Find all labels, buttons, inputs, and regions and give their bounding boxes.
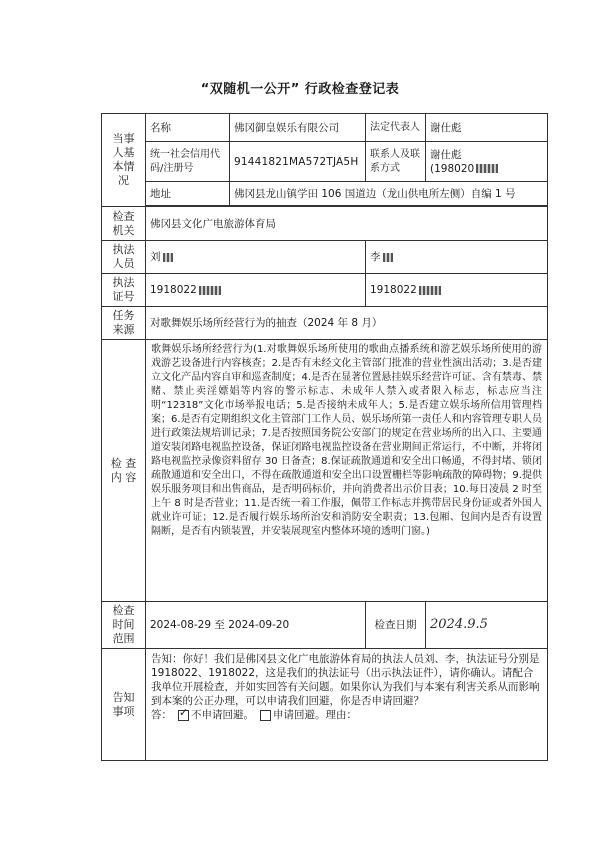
period-label: 检查 时间 范围 bbox=[102, 602, 146, 649]
period-to: 至 bbox=[214, 619, 225, 631]
credit-code-value: 91441821MA572TJA5H bbox=[230, 142, 366, 182]
notice-text: 告知：你好！我们是佛冈县文化广电旅游体育局的执法人员刘、李，执法证号分别是 1918022、1918022，这是我们的执法证号（出示执法证件），请你确认。请配合我单位开展检查，并如实回答有关问题。如果你认为我们与本案有利害关系从而影响到本案的公正办理，可以申请我们回避，你是否申请回避？ bbox=[151, 653, 540, 707]
cert1: 1918022 bbox=[146, 274, 366, 307]
content-label: 检 查 内 容 bbox=[102, 340, 146, 602]
officer1: 刘 bbox=[146, 241, 366, 274]
task-label: 任务 来源 bbox=[102, 307, 146, 340]
redacted-cert1 bbox=[199, 286, 221, 295]
option-yes: 申请回避。理由： bbox=[273, 709, 357, 721]
notice-cell bbox=[146, 649, 548, 761]
date-label: 检查日期 bbox=[366, 602, 426, 649]
agency-value: 佛冈县文化广电旅游体育局 bbox=[146, 207, 548, 241]
inspection-table bbox=[101, 113, 548, 761]
officers-label: 执法 人员 bbox=[102, 241, 146, 274]
name-label: 名称 bbox=[146, 114, 230, 142]
redacted-cert2 bbox=[419, 286, 441, 295]
legal-rep-value: 谢仕彪 bbox=[426, 114, 548, 142]
row-party-name bbox=[102, 114, 548, 142]
officer2: 李 bbox=[366, 241, 548, 274]
row-period bbox=[102, 602, 548, 649]
answer-prefix: 答： bbox=[151, 709, 172, 721]
legal-rep-label: 法定代表人 bbox=[366, 114, 426, 142]
row-content bbox=[102, 340, 548, 602]
option-no: 不申请回避。 bbox=[191, 709, 254, 721]
redacted-phone bbox=[476, 164, 498, 173]
row-officers bbox=[102, 241, 548, 274]
notice-answer bbox=[151, 708, 542, 722]
credit-code-label: 统一社会信用代码/注册号 bbox=[146, 142, 230, 182]
period-start: 2024-08-29 bbox=[150, 619, 212, 631]
notice-label: 告知 事项 bbox=[102, 649, 146, 761]
period-end: 2024-09-20 bbox=[228, 619, 290, 631]
contact-name: 谢仕彪 bbox=[430, 148, 462, 161]
contact-label: 联系人及联系方式 bbox=[366, 142, 426, 182]
agency-label: 检查 机关 bbox=[102, 207, 146, 241]
content-text: 歌舞娱乐场所经营行为(1.对歌舞娱乐场所使用的歌曲点播系统和游艺娱乐场所使用的游戏游艺设备进行内容核查；2.是否有未经文化主管部门批准的营业性演出活动；3.是否建立文化产品内容自审和巡查制度；4.是否在显著位置悬挂娱乐经营许可证、含有禁毒、禁赌、禁止卖淫嫖娼等内容的警示标志、未成年人禁入或者限入标志，标志应当注明“12318”文化市场举报电话；5.是否接纳未成年人；5.是否建立娱乐场所信用管理档案；6.是否有定期组织文化主管部门工作人员、娱乐场所第一责任人和内容管理专职人员进行政策法规培训记录；7.是否按照国务院公安部门的规定在营业场所的出入口、主要通道安装闭路电视监控设备，保证闭路电视监控设备在营业期间正常运行，不中断，并将闭路电视监控录像资料留存 30 日备查；8.保证疏散通道和安全出口畅通，不得封堵、锁闭疏散通道和安全出口，不得在疏散通道和安全出口设置栅栏等影响疏散的障碍物；9.提供娱乐服务项目和出售商品，是否明码标价，并向消费者出示价目表；10.每日凌晨 2 时至上午 8 时是否营业；11.是否统一着工作服，佩带工作标志并携带居民身份证或者外国人就业许可证；12.是否履行娱乐场所治安和消防安全职责；13.包厢、包间内是否有设置隔断，是否有内锁装置，并安装展现室内整体环境的透明门窗。) bbox=[146, 340, 548, 602]
contact-phone: (198020 bbox=[430, 162, 475, 175]
cert-label: 执法 证号 bbox=[102, 274, 146, 307]
row-certs bbox=[102, 274, 548, 307]
cert2: 1918022 bbox=[366, 274, 548, 307]
address-value: 佛冈县龙山镇学田 106 国道边（龙山供电所左侧）自编 1 号 bbox=[230, 182, 548, 206]
row-credit bbox=[102, 142, 548, 182]
contact-value bbox=[426, 142, 548, 182]
name-value: 佛冈御皇娱乐有限公司 bbox=[230, 114, 366, 142]
row-task bbox=[102, 307, 548, 340]
signed-date bbox=[426, 602, 548, 649]
redacted-officer2 bbox=[383, 253, 393, 262]
task-value: 对歌舞娱乐场所经营行为的抽查（2024 年 8 月） bbox=[146, 307, 548, 340]
party-section-label: 当事 人基 本情 况 bbox=[102, 114, 146, 207]
handwritten-date: 2024.9.5 bbox=[430, 617, 488, 632]
no-recusal-checkbox[interactable] bbox=[178, 710, 189, 721]
row-agency bbox=[102, 207, 548, 241]
form-title: “双随机一公开” 行政检查登记表 bbox=[200, 82, 400, 97]
row-address bbox=[102, 182, 548, 206]
row-notice bbox=[102, 649, 548, 761]
redacted-officer1 bbox=[163, 253, 173, 262]
recusal-checkbox[interactable] bbox=[260, 710, 271, 721]
period-range bbox=[146, 602, 366, 649]
address-label: 地址 bbox=[146, 182, 230, 206]
